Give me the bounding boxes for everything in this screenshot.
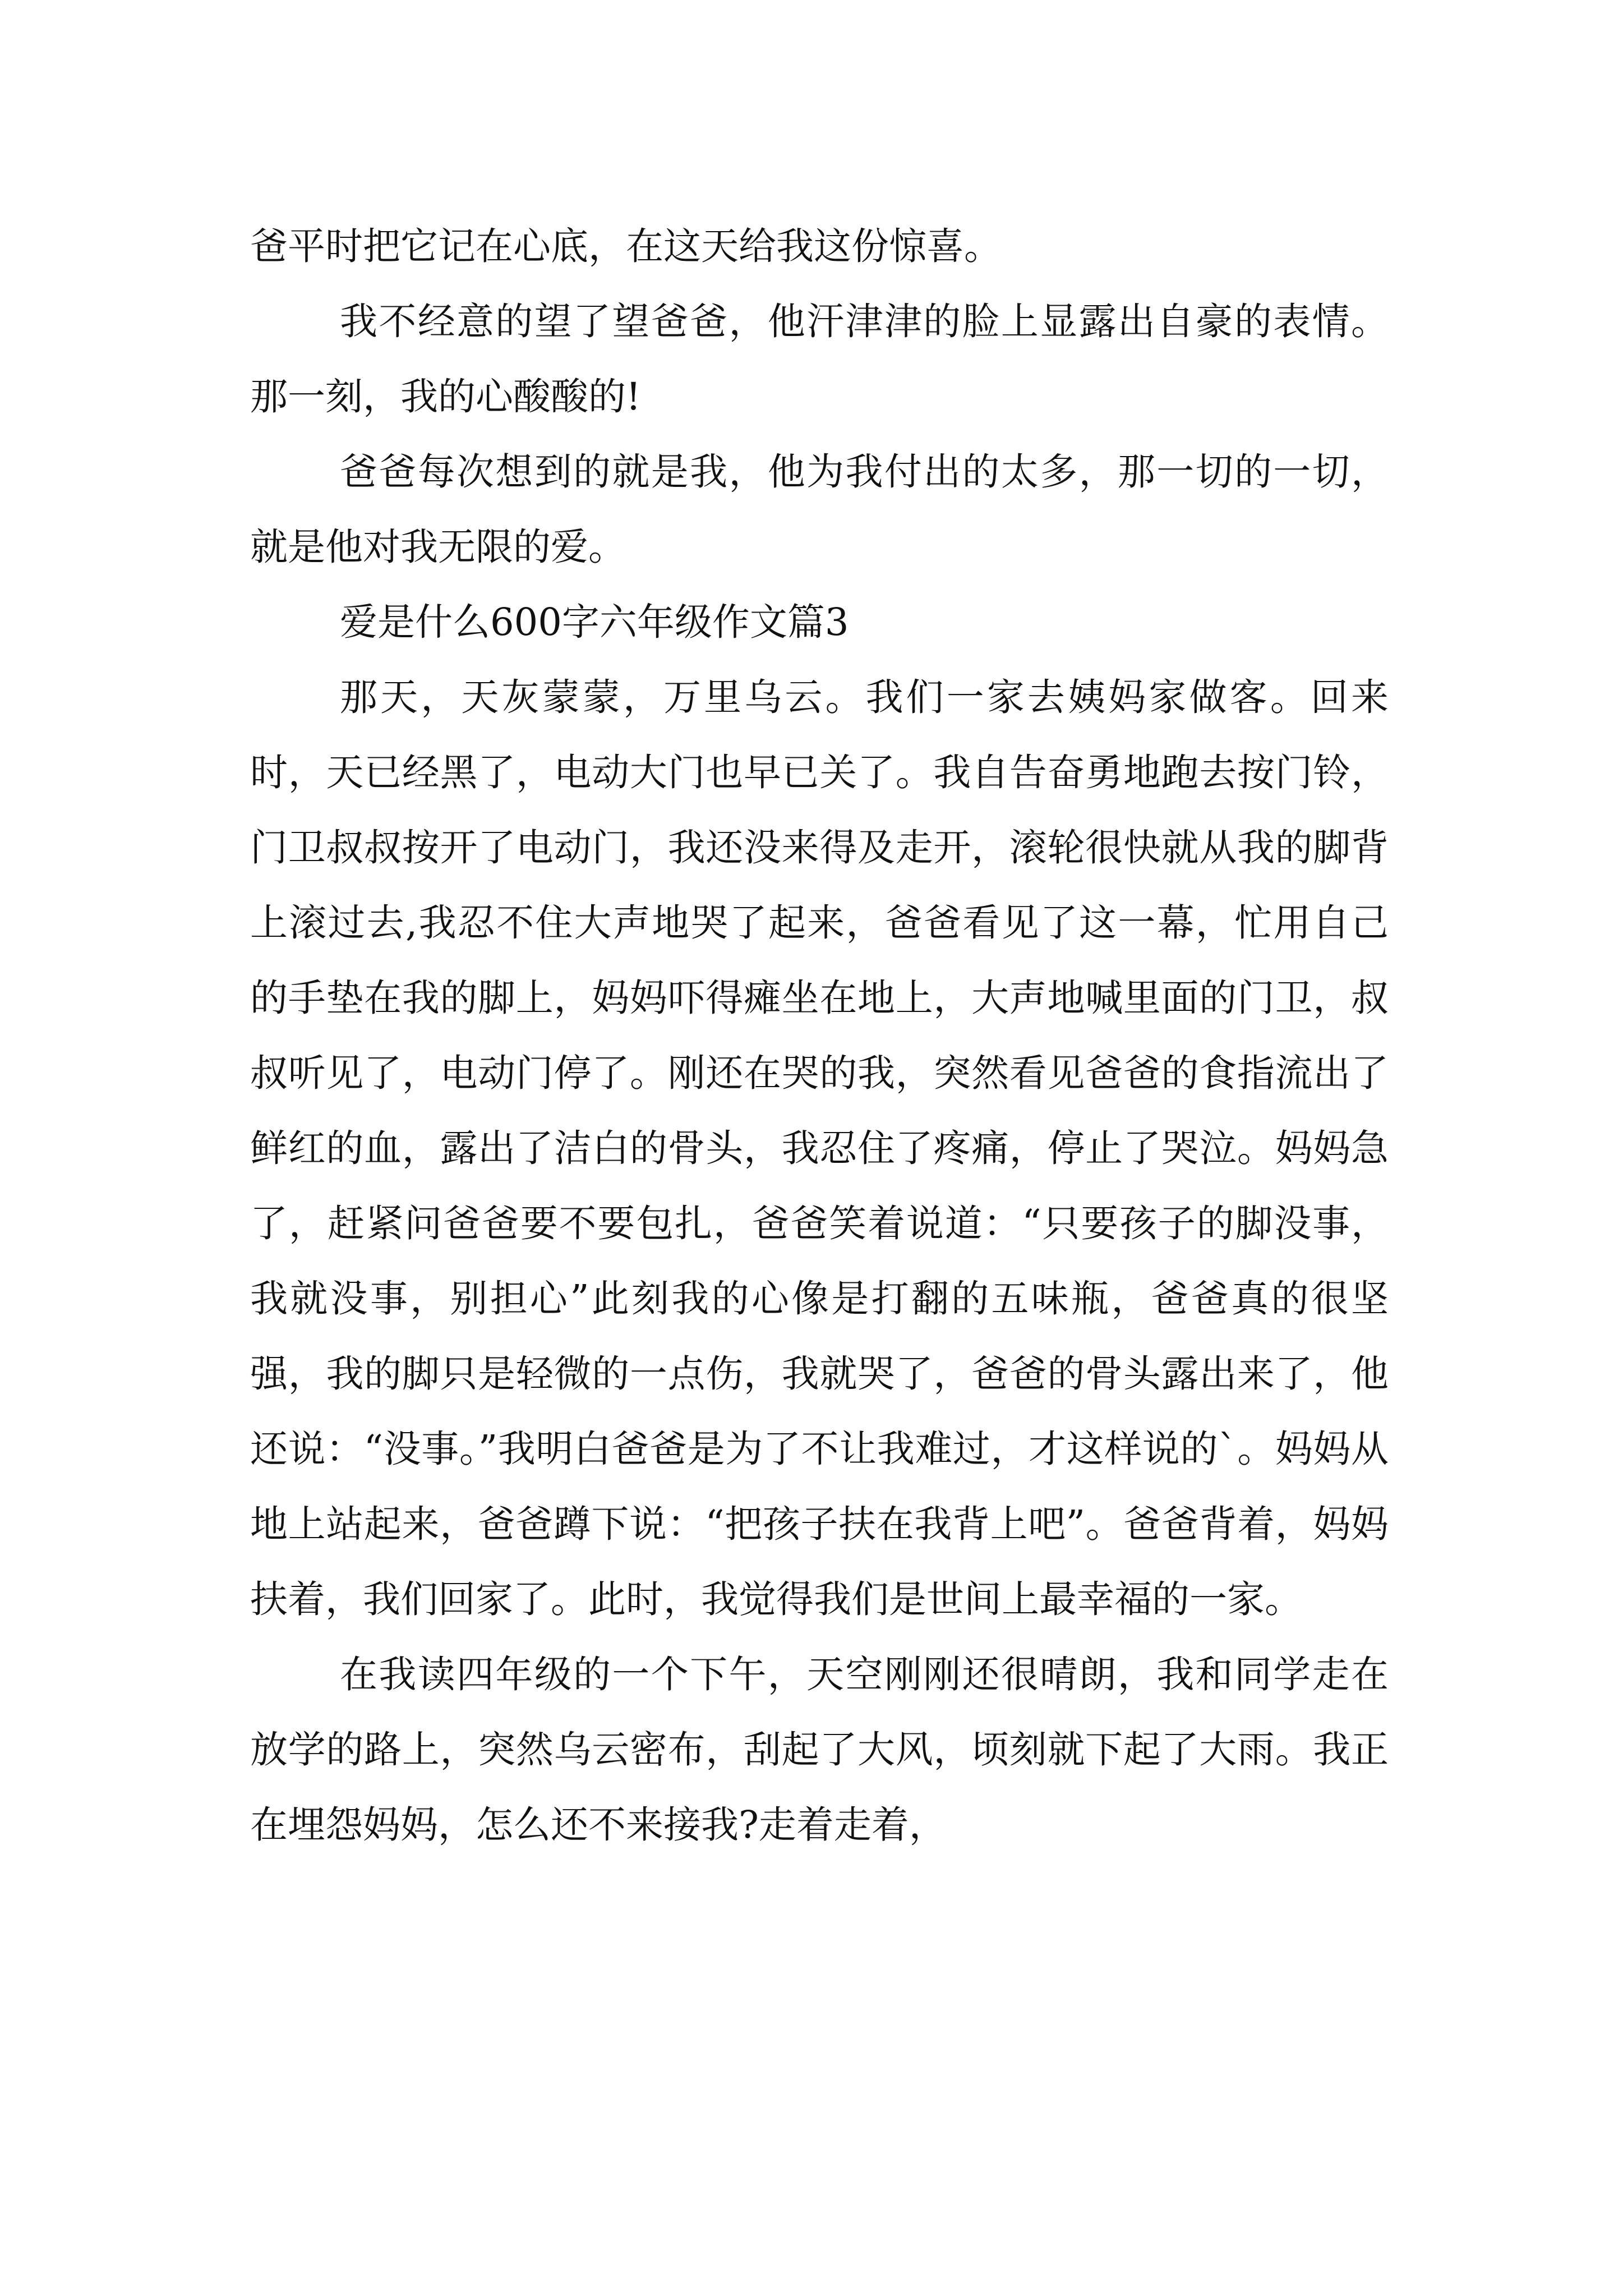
essay-heading: 爱是什么600字六年级作文篇3 xyxy=(340,600,849,644)
paragraph-rain-story: 在我读四年级的一个下午，天空刚刚还很晴朗，我和同学走在放学的路上，突然乌云密布，刮起了大风，顷刻就下起了大雨。我正在埋怨妈妈，怎么还不来接我?走着走着， xyxy=(250,1653,1389,1847)
paragraph-love: 爸爸每次想到的就是我，他为我付出的太多，那一切的一切，就是他对我无限的爱。 xyxy=(250,450,1389,569)
paragraph-pride: 我不经意的望了望爸爸，他汗津津的脸上显露出自豪的表情。那一刻，我的心酸酸的! xyxy=(250,300,1389,418)
document-body xyxy=(250,209,1389,1862)
paragraph-gate-story: 那天，天灰蒙蒙，万里乌云。我们一家去姨妈家做客。回来时，天已经黑了，电动大门也早已关了。我自告奋勇地跑去按门铃，门卫叔叔按开了电动门，我还没来得及走开，滚轮很快就从我的脚背上滚过去,我忍不住大声地哭了起来，爸爸看见了这一幕，忙用自己的手垫在我的脚上，妈妈吓得瘫坐在地上，大声地喊里面的门卫，叔叔听见了，电动门停了。刚还在哭的我，突然看见爸爸的食指流出了鲜红的血，露出了洁白的骨头，我忍住了疼痛，停止了哭泣。妈妈急了，赶紧问爸爸要不要包扎，爸爸笑着说道：“只要孩子的脚没事，我就没事，别担心”此刻我的心像是打翻的五味瓶，爸爸真的很坚强，我的脚只是轻微的一点伤，我就哭了，爸爸的骨头露出来了，他还说：“没事。”我明白爸爸是为了不让我难过，才这样说的`。妈妈从地上站起来，爸爸蹲下说：“把孩子扶在我背上吧”。爸爸背着，妈妈扶着，我们回家了。此时，我觉得我们是世间上最幸福的一家。 xyxy=(250,675,1389,1621)
paragraph-continuation: 爸平时把它记在心底，在这天给我这份惊喜。 xyxy=(250,224,1002,268)
